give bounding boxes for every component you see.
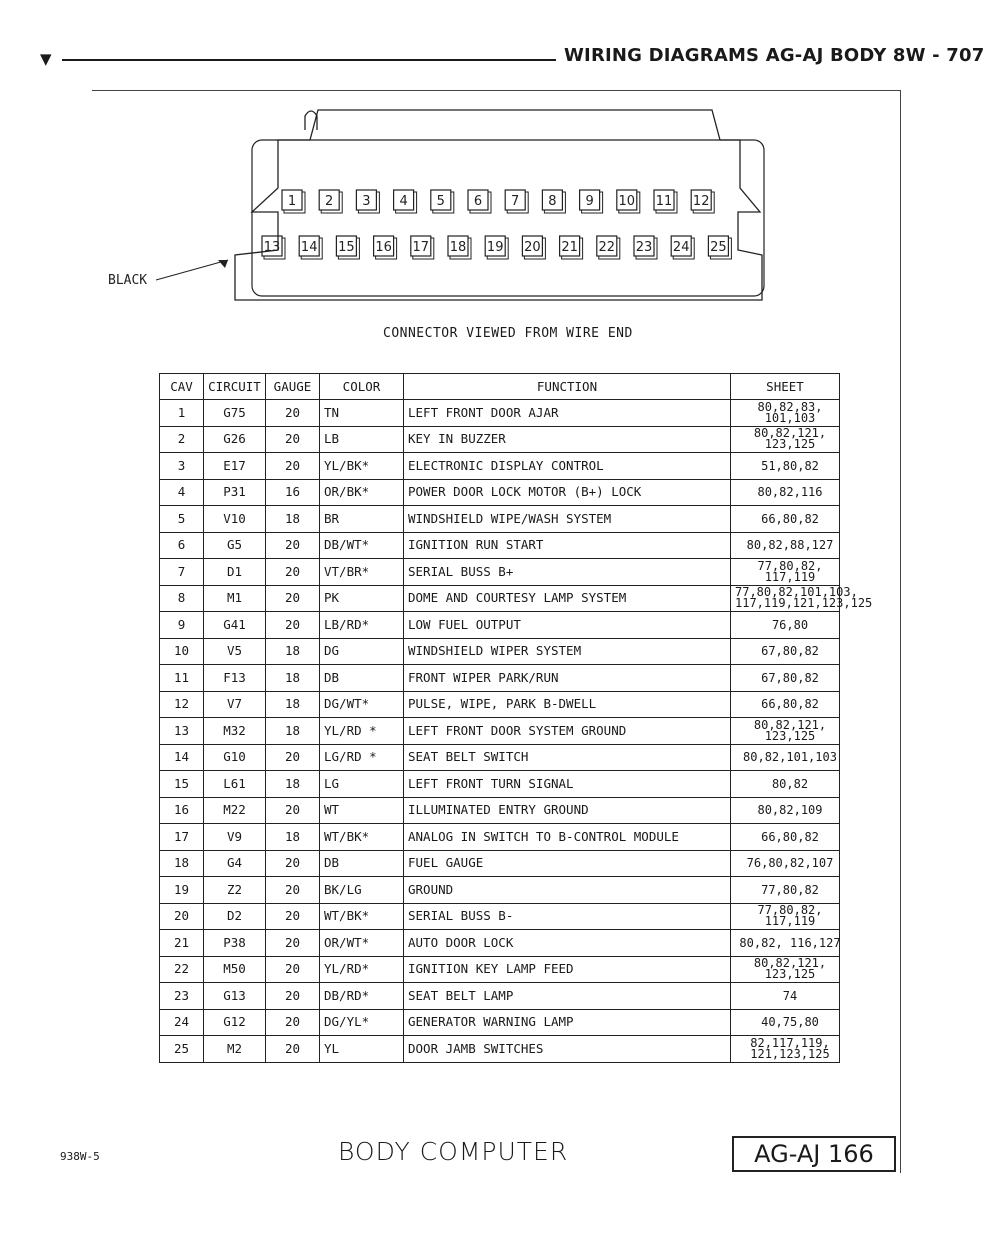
cell-gauge: 20 [266, 983, 320, 1010]
table-row [160, 797, 840, 824]
cell-circuit: G5 [204, 532, 266, 559]
cell-circuit: G13 [204, 983, 266, 1010]
cavity-number: 17 [412, 240, 430, 255]
sheet-ref: 80,82,121, 123,125 [753, 717, 827, 743]
cell-sheet [731, 665, 840, 692]
sheet-ref: 66,80,82 [761, 829, 819, 844]
cell-color: YL/RD * [320, 718, 404, 745]
table-row [160, 453, 840, 480]
triangle-marker-icon: ▼ [40, 50, 52, 68]
cell-function: FRONT WIPER PARK/RUN [404, 665, 731, 692]
cavity-number: 8 [548, 194, 557, 209]
table-row [160, 718, 840, 745]
cell-color: TN [320, 400, 404, 427]
cell-sheet [731, 824, 840, 851]
table-row [160, 612, 840, 639]
cell-color: BR [320, 506, 404, 533]
table-row [160, 903, 840, 930]
cavity-number: 15 [338, 240, 355, 255]
cell-cav: 24 [160, 1009, 204, 1036]
col-header-gauge: GAUGE [266, 374, 320, 400]
table-row [160, 877, 840, 904]
cell-circuit: E17 [204, 453, 266, 480]
cell-color: WT/BK* [320, 903, 404, 930]
sheet-ref: 80,82,121, 123,125 [753, 956, 827, 982]
cell-function: PULSE, WIPE, PARK B-DWELL [404, 691, 731, 718]
cell-color: WT/BK* [320, 824, 404, 851]
table-row [160, 479, 840, 506]
cell-color: LG [320, 771, 404, 798]
cell-gauge: 18 [266, 691, 320, 718]
sheet-ref: 77,80,82, 117,119 [757, 558, 823, 584]
table-row [160, 930, 840, 957]
cavity-number: 23 [635, 240, 653, 255]
table-header-row [160, 374, 840, 400]
cell-cav: 25 [160, 1036, 204, 1063]
cell-cav: 20 [160, 903, 204, 930]
cell-gauge: 20 [266, 453, 320, 480]
table-row [160, 771, 840, 798]
col-header-color: COLOR [320, 374, 404, 400]
table-row [160, 665, 840, 692]
cell-function: AUTO DOOR LOCK [404, 930, 731, 957]
cell-sheet [731, 744, 840, 771]
cell-function: WINDSHIELD WIPE/WASH SYSTEM [404, 506, 731, 533]
cell-sheet [731, 585, 873, 612]
page-reference: AG-AJ 166 [732, 1136, 896, 1172]
cell-circuit: M50 [204, 956, 266, 983]
cell-color: OR/BK* [320, 479, 404, 506]
sheet-ref: 67,80,82 [761, 644, 819, 659]
cell-circuit: V9 [204, 824, 266, 851]
cell-gauge: 20 [266, 744, 320, 771]
cell-circuit: Z2 [204, 877, 266, 904]
cell-circuit: G75 [204, 400, 266, 427]
cavity-number: 20 [524, 240, 541, 255]
cell-circuit: F13 [204, 665, 266, 692]
page-header [40, 42, 984, 78]
sheet-ref: 80,82,121, 123,125 [753, 426, 827, 452]
cell-sheet [731, 453, 840, 480]
cell-gauge: 20 [266, 850, 320, 877]
cell-gauge: 16 [266, 479, 320, 506]
cell-function: ILLUMINATED ENTRY GROUND [404, 797, 731, 824]
cell-sheet [731, 691, 840, 718]
cell-cav: 10 [160, 638, 204, 665]
cell-cav: 5 [160, 506, 204, 533]
sheet-ref: 77,80,82 [761, 882, 819, 897]
drawing-code: 938W-5 [60, 1150, 100, 1163]
cell-function: DOME AND COURTESY LAMP SYSTEM [404, 585, 731, 612]
cell-gauge: 20 [266, 559, 320, 586]
cell-gauge: 18 [266, 718, 320, 745]
cell-circuit: V10 [204, 506, 266, 533]
table-row [160, 506, 840, 533]
cell-cav: 1 [160, 400, 204, 427]
cell-cav: 12 [160, 691, 204, 718]
cell-sheet [731, 771, 840, 798]
cell-gauge: 20 [266, 877, 320, 904]
cell-gauge: 20 [266, 612, 320, 639]
cell-sheet [731, 903, 840, 930]
table-row [160, 850, 840, 877]
cell-sheet [731, 612, 840, 639]
cell-gauge: 20 [266, 426, 320, 453]
cell-circuit: M22 [204, 797, 266, 824]
cell-color: VT/BR* [320, 559, 404, 586]
cell-sheet [731, 797, 840, 824]
cell-circuit: G10 [204, 744, 266, 771]
sheet-ref: 77,80,82,101,103, 117,119,121,123,125 [735, 585, 873, 611]
cell-function: ELECTRONIC DISPLAY CONTROL [404, 453, 731, 480]
cell-color: DB/RD* [320, 983, 404, 1010]
cell-color: DB [320, 850, 404, 877]
cavity-number: 14 [300, 240, 318, 255]
cell-color: DB [320, 665, 404, 692]
cell-gauge: 20 [266, 930, 320, 957]
cell-function: LOW FUEL OUTPUT [404, 612, 731, 639]
cavity-number: 19 [486, 240, 504, 255]
pinout-table [159, 373, 873, 1063]
cell-cav: 11 [160, 665, 204, 692]
cell-circuit: V7 [204, 691, 266, 718]
cell-circuit: G26 [204, 426, 266, 453]
cell-color: WT [320, 797, 404, 824]
cell-cav: 15 [160, 771, 204, 798]
sheet-ref: 80,82, 116,127 [739, 935, 841, 950]
sheet-ref: 80,82,101,103 [743, 750, 837, 765]
cell-function: DOOR JAMB SWITCHES [404, 1036, 731, 1063]
cell-sheet [731, 850, 840, 877]
cell-cav: 3 [160, 453, 204, 480]
table-row [160, 983, 840, 1010]
cell-cav: 13 [160, 718, 204, 745]
cell-cav: 2 [160, 426, 204, 453]
cell-cav: 7 [160, 559, 204, 586]
cell-sheet [731, 426, 840, 453]
cell-function: SERIAL BUSS B+ [404, 559, 731, 586]
cell-sheet [731, 956, 840, 983]
cell-cav: 23 [160, 983, 204, 1010]
table-row [160, 691, 840, 718]
col-header-function: FUNCTION [404, 374, 731, 400]
cell-function: GENERATOR WARNING LAMP [404, 1009, 731, 1036]
cavity-number: 16 [375, 240, 392, 255]
cell-function: FUEL GAUGE [404, 850, 731, 877]
cell-sheet [731, 400, 840, 427]
cell-gauge: 18 [266, 771, 320, 798]
cell-color: LB/RD* [320, 612, 404, 639]
cell-color: YL/RD* [320, 956, 404, 983]
sheet-ref: 80,82,88,127 [746, 538, 834, 553]
table-row [160, 1036, 840, 1063]
cell-function: SEAT BELT SWITCH [404, 744, 731, 771]
cell-color: YL/BK* [320, 453, 404, 480]
cell-circuit: G41 [204, 612, 266, 639]
cell-color: LB [320, 426, 404, 453]
cavity-number: 3 [362, 194, 371, 209]
cavity-number: 25 [710, 240, 727, 255]
cell-circuit: P38 [204, 930, 266, 957]
cell-gauge: 20 [266, 797, 320, 824]
table-row [160, 585, 840, 612]
cell-cav: 22 [160, 956, 204, 983]
cell-function: IGNITION RUN START [404, 532, 731, 559]
cell-sheet [731, 718, 840, 745]
cell-function: WINDSHIELD WIPER SYSTEM [404, 638, 731, 665]
cell-gauge: 18 [266, 638, 320, 665]
col-header-sheet: SHEET [731, 374, 840, 400]
cell-color: PK [320, 585, 404, 612]
cell-sheet [731, 983, 840, 1010]
cavity-number: 4 [399, 194, 408, 209]
cell-function: LEFT FRONT DOOR SYSTEM GROUND [404, 718, 731, 745]
sheet-ref: 40,75,80 [761, 1015, 819, 1030]
cell-cav: 14 [160, 744, 204, 771]
cell-circuit: G12 [204, 1009, 266, 1036]
cavity-number: 12 [692, 194, 710, 209]
cell-function: SERIAL BUSS B- [404, 903, 731, 930]
cell-circuit: M1 [204, 585, 266, 612]
table-row [160, 1009, 840, 1036]
cell-circuit: P31 [204, 479, 266, 506]
cell-function: LEFT FRONT TURN SIGNAL [404, 771, 731, 798]
sheet-ref: 74 [782, 988, 798, 1003]
page-title: WIRING DIAGRAMS AG-AJ BODY 8W - 707 [564, 45, 984, 66]
cell-cav: 9 [160, 612, 204, 639]
cell-color: BK/LG [320, 877, 404, 904]
cell-sheet [731, 930, 840, 957]
sheet-ref: 82,117,119, 121,123,125 [750, 1035, 830, 1061]
cell-function: LEFT FRONT DOOR AJAR [404, 400, 731, 427]
cavity-number: 18 [449, 240, 467, 255]
cavity-number: 24 [672, 240, 690, 255]
cell-function: IGNITION KEY LAMP FEED [404, 956, 731, 983]
cell-sheet [731, 506, 840, 533]
cavity-number: 9 [585, 194, 594, 209]
connector-caption: CONNECTOR VIEWED FROM WIRE END [383, 326, 633, 341]
sheet-ref: 80,82,116 [757, 485, 823, 500]
cavity-number: 1 [287, 194, 297, 209]
cell-circuit: D1 [204, 559, 266, 586]
cell-gauge: 20 [266, 1036, 320, 1063]
sheet-ref: 76,80 [771, 617, 809, 632]
header-rule [62, 59, 556, 61]
table-row [160, 638, 840, 665]
cell-sheet [731, 1009, 840, 1036]
cell-circuit: M2 [204, 1036, 266, 1063]
cell-cav: 21 [160, 930, 204, 957]
sheet-ref: 80,82 [771, 776, 809, 791]
bottom-cavity-row [262, 236, 731, 259]
cell-color: DG/YL* [320, 1009, 404, 1036]
cell-gauge: 20 [266, 400, 320, 427]
cavity-number: 10 [618, 194, 636, 209]
cell-sheet [731, 877, 840, 904]
connector-diagram [100, 100, 800, 315]
cavity-number: 6 [473, 194, 483, 209]
cell-cav: 8 [160, 585, 204, 612]
cell-circuit: V5 [204, 638, 266, 665]
cell-color: LG/RD * [320, 744, 404, 771]
cell-circuit: D2 [204, 903, 266, 930]
cell-gauge: 18 [266, 824, 320, 851]
cell-circuit: G4 [204, 850, 266, 877]
cavity-number: 13 [263, 240, 281, 255]
table-row [160, 559, 840, 586]
cavity-number: 21 [561, 240, 578, 255]
cavity-number: 5 [436, 194, 445, 209]
cavity-number: 22 [598, 240, 616, 255]
sheet-ref: 80,82,83, 101,103 [757, 399, 823, 425]
cell-gauge: 18 [266, 506, 320, 533]
sheet-ref: 66,80,82 [761, 511, 819, 526]
sheet-ref: 66,80,82 [761, 697, 819, 712]
cell-gauge: 20 [266, 1009, 320, 1036]
cell-sheet [731, 1036, 840, 1063]
cell-gauge: 20 [266, 585, 320, 612]
cell-color: YL [320, 1036, 404, 1063]
cell-sheet [731, 638, 840, 665]
sheet-ref: 67,80,82 [761, 670, 819, 685]
top-cavity-row [282, 190, 714, 213]
cell-function: ANALOG IN SWITCH TO B-CONTROL MODULE [404, 824, 731, 851]
cell-sheet [731, 532, 840, 559]
cell-function: KEY IN BUZZER [404, 426, 731, 453]
cell-color: DG [320, 638, 404, 665]
cell-function: GROUND [404, 877, 731, 904]
sheet-ref: 80,82,109 [757, 803, 823, 818]
cell-function: POWER DOOR LOCK MOTOR (B+) LOCK [404, 479, 731, 506]
cell-gauge: 20 [266, 532, 320, 559]
cell-function: SEAT BELT LAMP [404, 983, 731, 1010]
cell-sheet [731, 559, 840, 586]
col-header-cav: CAV [160, 374, 204, 400]
col-header-circuit: CIRCUIT [204, 374, 266, 400]
cell-cav: 16 [160, 797, 204, 824]
connector-color-label: BLACK [108, 273, 148, 288]
table-row [160, 956, 840, 983]
table-row [160, 426, 840, 453]
cell-color: DB/WT* [320, 532, 404, 559]
cell-color: DG/WT* [320, 691, 404, 718]
table-row [160, 824, 840, 851]
cell-color: OR/WT* [320, 930, 404, 957]
cell-cav: 18 [160, 850, 204, 877]
table-row [160, 532, 840, 559]
sheet-ref: 51,80,82 [761, 458, 819, 473]
table-row [160, 744, 840, 771]
cell-cav: 19 [160, 877, 204, 904]
sheet-ref: 76,80,82,107 [746, 856, 834, 871]
cell-gauge: 20 [266, 956, 320, 983]
component-title: BODY COMPUTER [338, 1137, 569, 1166]
cell-gauge: 18 [266, 665, 320, 692]
cell-cav: 4 [160, 479, 204, 506]
cell-cav: 17 [160, 824, 204, 851]
cell-cav: 6 [160, 532, 204, 559]
table-row [160, 400, 840, 427]
cell-circuit: M32 [204, 718, 266, 745]
cavity-number: 7 [511, 194, 520, 209]
sheet-ref: 77,80,82, 117,119 [757, 903, 823, 929]
cell-circuit: L61 [204, 771, 266, 798]
cell-gauge: 20 [266, 903, 320, 930]
cavity-number: 2 [325, 194, 334, 209]
cell-sheet [731, 479, 840, 506]
cavity-number: 11 [655, 194, 673, 209]
